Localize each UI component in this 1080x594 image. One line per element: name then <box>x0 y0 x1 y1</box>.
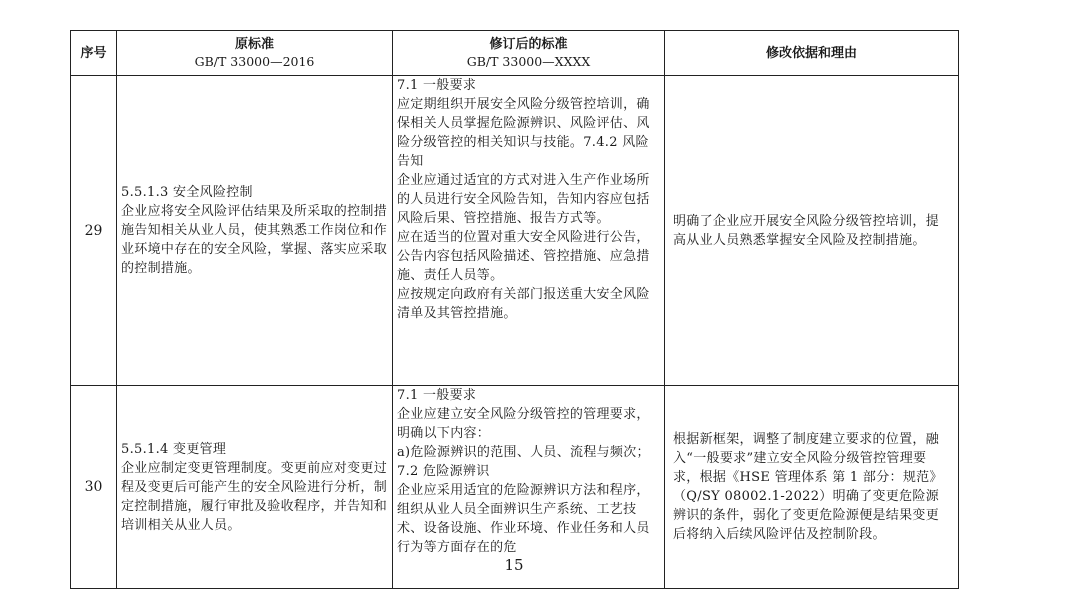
row-serial-number: 29 <box>71 76 117 386</box>
standards-comparison-table <box>70 30 959 589</box>
row-revised-text: 7.1 一般要求 企业应建立安全风险分级管控的管理要求，明确以下内容： a)危险源辨识的范围、人员、流程与频次； 7.2 危险源辨识 企业应采用适宜的危险源辨识方法和程序，组织从业人员全面辨识生产系统、工艺技术、设备设施、作业环境、作业任务和人员行为等方面存在的危 <box>397 388 650 555</box>
header-revised-code: GB/T 33000—XXXX <box>466 54 591 69</box>
header-revised-title: 修订后的标准 <box>489 37 568 52</box>
header-serial-number: 序号 <box>71 31 117 76</box>
header-revised-standard <box>393 31 665 76</box>
row-serial-number: 30 <box>71 386 117 589</box>
header-original-title: 原标准 <box>234 37 274 52</box>
header-original-standard <box>117 31 393 76</box>
row-basis-text: 根据新框架，调整了制度建立要求的位置，融入“一般要求”建立安全风险分级管控管理要求，根据《HSE 管理体系 第 1 部分：规范》（Q/SY 08002.1-2022）明确了变更危险源辨识的条件，弱化了变更危险源便是结果变更后将纳入后续风险评估及控制阶段。 <box>665 386 959 589</box>
row-original-text: 5.5.1.3 安全风险控制 企业应将安全风险评估结果及所采取的控制措施告知相关从业人员，使其熟悉工作岗位和作业环境中存在的安全风险，掌握、落实应采取的控制措施。 <box>117 76 393 386</box>
row-revised-text: 7.1 一般要求 应定期组织开展安全风险分级管控培训，确保相关人员掌握危险源辨识、风险评估、风险分级管控的相关知识与技能。7.4.2 风险告知 企业应通过适宜的方式对进入生产作业场所的人员进行安全风险告知，告知内容应包括风险后果、管控措施、报告方式等。 应在适当的位置对重大安全风险进行公告，公告内容包括风险描述、管控措施、应急措施、责任人员等。 应按规定向政府有关部门报送重大安全风险清单及其管控措施。 <box>393 76 665 386</box>
table-header-row <box>71 31 959 76</box>
row-original-text: 5.5.1.4 变更管理 企业应制定变更管理制度。变更前应对变更过程及变更后可能产生的安全风险进行分析，制定控制措施，履行审批及验收程序，并告知和培训相关从业人员。 <box>117 386 393 589</box>
page-number: 15 <box>504 556 524 574</box>
table-row <box>71 76 959 386</box>
header-revision-basis: 修改依据和理由 <box>665 31 959 76</box>
row-basis-text: 明确了企业应开展安全风险分级管控培训，提高从业人员熟悉掌握安全风险及控制措施。 <box>665 76 959 386</box>
header-original-code: GB/T 33000—2016 <box>194 54 315 69</box>
